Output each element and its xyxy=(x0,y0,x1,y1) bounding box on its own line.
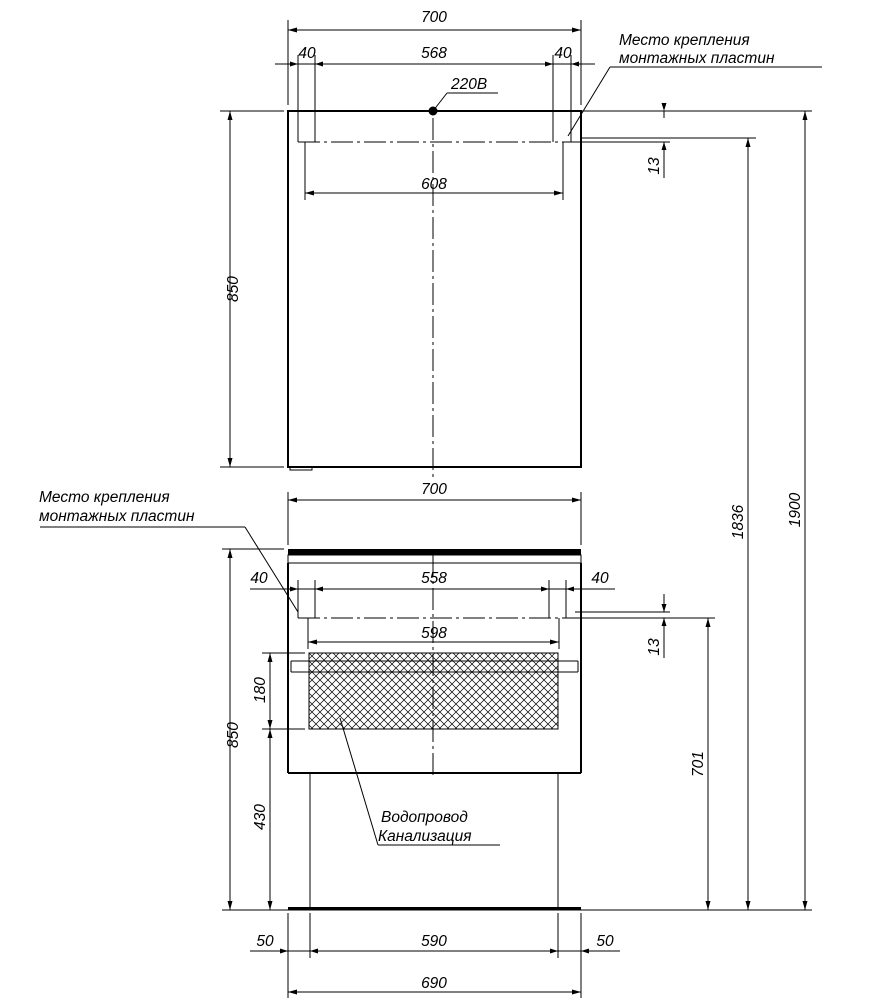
mirror-plate-span-label: 608 xyxy=(421,176,447,193)
mirror-mount-note-line1: Место крепления xyxy=(619,32,750,49)
total-height-label: 1900 xyxy=(787,492,804,528)
mirror-mount-height-label: 1836 xyxy=(730,504,747,540)
power-label: 220В xyxy=(451,76,488,93)
mirror-mount-leader xyxy=(568,67,610,136)
leg-left-label: 50 xyxy=(256,933,274,950)
base-width-label: 690 xyxy=(421,975,447,992)
pipe-zone-height-label: 180 xyxy=(252,677,269,703)
vanity-width-label: 700 xyxy=(421,481,447,498)
vanity-height-label: 850 xyxy=(225,722,242,748)
mirror-offset-left-label: 40 xyxy=(298,45,316,62)
vanity-plate-span-label: 598 xyxy=(421,625,447,642)
mirror-width-label: 700 xyxy=(421,9,447,26)
vanity-offset-right-label: 40 xyxy=(591,570,609,587)
mirror-mount-note-line2: монтажных пластин xyxy=(619,50,775,67)
vanity-mount-span-label: 558 xyxy=(421,570,447,587)
mirror-cabinet xyxy=(288,93,581,478)
dim-overall xyxy=(581,111,812,910)
dim-mirror-mount xyxy=(275,55,595,142)
pipe-zone-floor-label: 430 xyxy=(252,804,269,830)
pipes-label-water: Водопровод xyxy=(381,809,468,826)
mirror-plate-drop-label: 13 xyxy=(646,157,663,175)
vanity-offset-left-label: 40 xyxy=(250,570,268,587)
dim-mirror-width xyxy=(288,20,581,105)
vanity-mount-note-line1: Место крепления xyxy=(39,489,170,506)
mirror-mount-span-label: 568 xyxy=(421,45,447,62)
leg-right-label: 50 xyxy=(596,933,614,950)
dim-vanity-plate-drop xyxy=(572,594,715,658)
pipes-leader xyxy=(340,718,378,845)
vanity-mount-note-line2: монтажных пластин xyxy=(39,508,195,525)
mirror-offset-right-label: 40 xyxy=(554,45,572,62)
pipe-zone-hatch xyxy=(309,653,558,729)
vanity-mount-height-label: 701 xyxy=(690,751,707,777)
mirror-height-label: 850 xyxy=(225,276,242,302)
vanity-plate-drop-label: 13 xyxy=(646,638,663,656)
dim-vanity-width xyxy=(288,492,581,545)
pipes-label-sewer: Канализация xyxy=(378,828,472,845)
leg-span-label: 590 xyxy=(421,933,447,950)
